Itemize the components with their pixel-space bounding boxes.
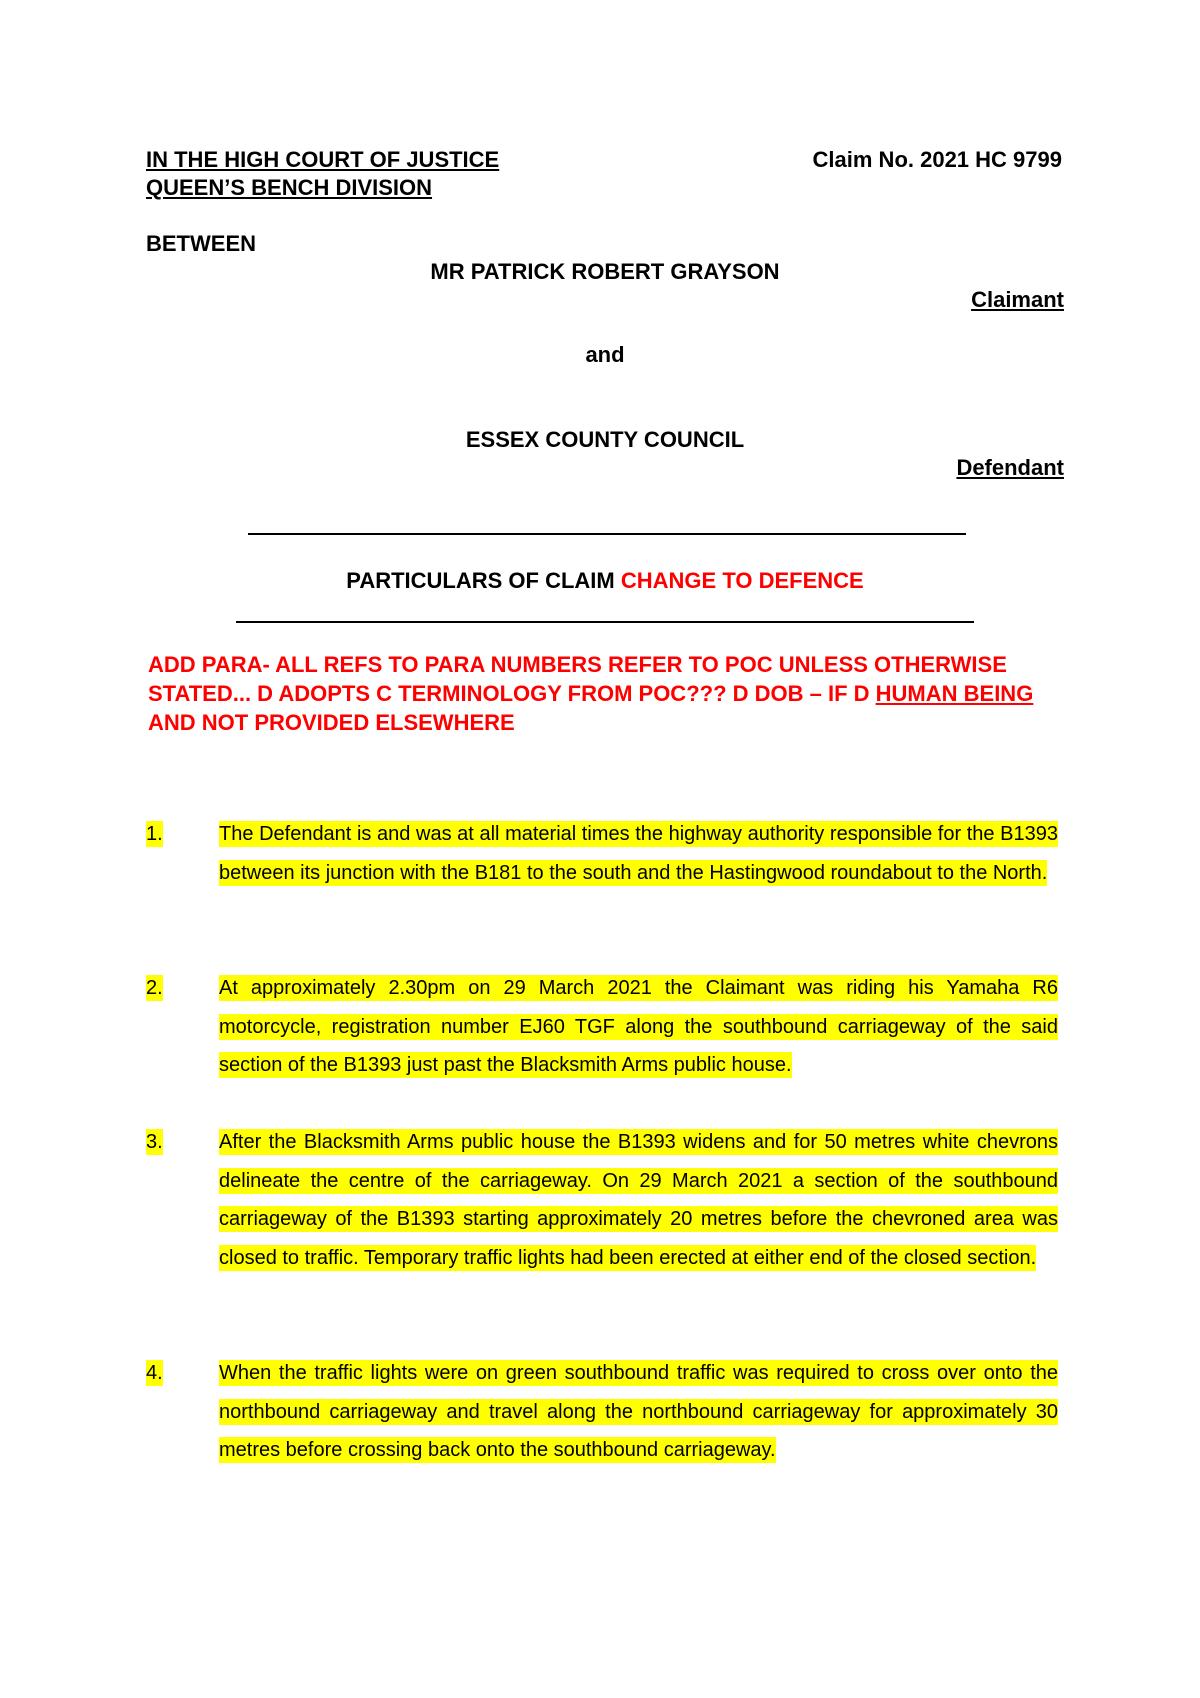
paragraph-number: 4. — [146, 1362, 163, 1384]
between-label: BETWEEN — [146, 231, 256, 256]
drafting-note — [148, 650, 1068, 737]
top-rule — [248, 533, 966, 535]
paragraph-text: When the traffic lights were on green southbound traffic was required to cross over onto the northbound carriageway and travel along the northbound carriageway for approximately 30 metres before crossing back onto the southbound carriageway. — [219, 1362, 1058, 1461]
paragraph-number: 2. — [146, 977, 163, 999]
bottom-rule — [236, 621, 974, 623]
paragraph-text: After the Blacksmith Arms public house the B1393 widens and for 50 metres white chevrons delineate the centre of the carriageway. On 29 March 2021 a section of the southbound carriageway of the B1393 starting approximately 20 metres before the chevroned area was closed to traffic. Temporary traffic lights had been erected at either end of the closed section. — [219, 1131, 1058, 1269]
paragraph-1 — [146, 815, 1058, 892]
paragraph-text: The Defendant is and was at all material times the highway authority responsible for the B1393 between its junction with the B181 to the south and the Hastingwood roundabout to the North. — [219, 823, 1058, 884]
defendant-name: ESSEX COUNTY COUNCIL — [465, 427, 745, 452]
note-text-1: ADD PARA- ALL REFS TO PARA NUMBERS REFER TO POC UNLESS OTHERWISE STATED... D ADOPTS C TERMINOLOGY FROM POC??? D DOB – IF D — [148, 652, 1007, 706]
and-label: and — [585, 342, 625, 367]
defendant-role: Defendant — [956, 455, 1064, 480]
paragraph-4 — [146, 1354, 1058, 1470]
note-underlined-text: HUMAN BEING — [875, 681, 1034, 706]
title-main: PARTICULARS OF CLAIM — [346, 568, 615, 593]
document-title — [0, 567, 1200, 595]
paragraph-2 — [146, 969, 1058, 1085]
claimant-name: MR PATRICK ROBERT GRAYSON — [430, 259, 780, 284]
claimant-role: Claimant — [971, 287, 1064, 312]
title-annotation: CHANGE TO DEFENCE — [620, 568, 864, 593]
claim-number: Claim No. 2021 HC 9799 — [812, 147, 1062, 172]
court-division: QUEEN’S BENCH DIVISION — [146, 175, 433, 200]
paragraph-number: 3. — [146, 1131, 163, 1153]
paragraph-text: At approximately 2.30pm on 29 March 2021 the Claimant was riding his Yamaha R6 motorcycle, registration number EJ60 TGF along the southbound carriageway of the said section of the B1393 just past the Blacksmith Arms public house. — [219, 977, 1058, 1076]
court-name: IN THE HIGH COURT OF JUSTICE — [146, 147, 500, 172]
note-text-2: AND NOT PROVIDED ELSEWHERE — [148, 710, 515, 735]
paragraph-3 — [146, 1123, 1058, 1277]
paragraph-number: 1. — [146, 823, 163, 845]
